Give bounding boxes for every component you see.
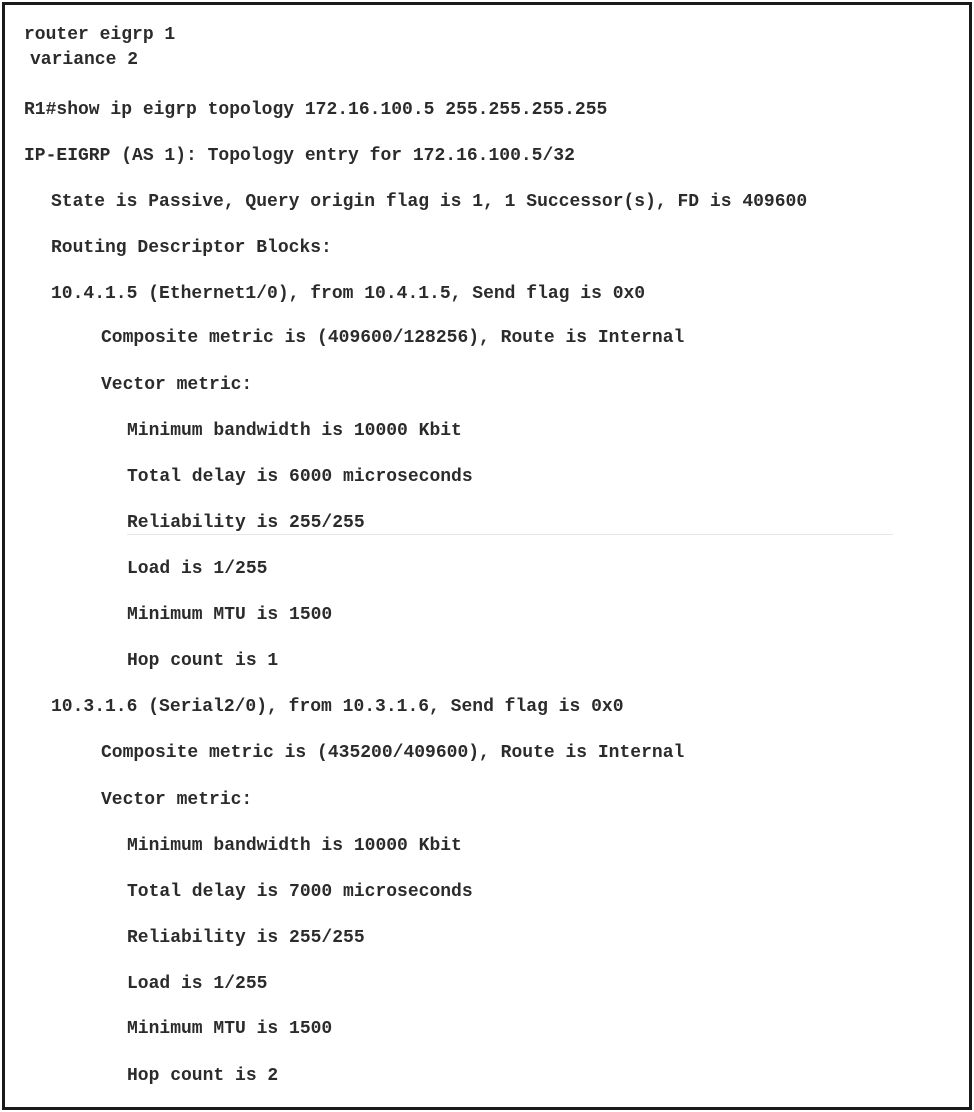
route-2-mtu: Minimum MTU is 1500 <box>127 1019 333 1039</box>
route-1-source: 10.4.1.5 (Ethernet1/0), from 10.4.1.5, Send flag is 0x0 <box>51 284 646 304</box>
route-2-reliability: Reliability is 255/255 <box>127 928 365 948</box>
route-2-hops: Hop count is 2 <box>127 1066 279 1086</box>
route-1-load: Load is 1/255 <box>127 559 268 579</box>
route-1-mtu: Minimum MTU is 1500 <box>127 605 333 625</box>
route-2-bandwidth: Minimum bandwidth is 10000 Kbit <box>127 836 462 856</box>
route-1-delay: Total delay is 6000 microseconds <box>127 467 473 487</box>
route-1-composite: Composite metric is (409600/128256), Route is Internal <box>101 328 685 348</box>
route-2-vector-label: Vector metric: <box>101 790 253 810</box>
route-2-delay: Total delay is 7000 microseconds <box>127 882 473 902</box>
route-1-hops: Hop count is 1 <box>127 651 279 671</box>
show-command-line: R1#show ip eigrp topology 172.16.100.5 255.255.255.255 <box>24 100 608 120</box>
route-1-bandwidth: Minimum bandwidth is 10000 Kbit <box>127 421 462 441</box>
divider <box>127 534 893 535</box>
route-2-source: 10.3.1.6 (Serial2/0), from 10.3.1.6, Send flag is 0x0 <box>51 697 624 717</box>
route-2-load: Load is 1/255 <box>127 974 268 994</box>
cli-output-frame <box>2 2 972 1110</box>
route-2-composite: Composite metric is (435200/409600), Route is Internal <box>101 743 685 763</box>
rdb-label: Routing Descriptor Blocks: <box>51 238 332 258</box>
config-line-router: router eigrp 1 <box>24 25 176 45</box>
topology-state: State is Passive, Query origin flag is 1, 1 Successor(s), FD is 409600 <box>51 192 808 212</box>
route-1-reliability: Reliability is 255/255 <box>127 513 365 533</box>
route-1-vector-label: Vector metric: <box>101 375 253 395</box>
config-line-variance: variance 2 <box>30 50 139 70</box>
topology-header: IP-EIGRP (AS 1): Topology entry for 172.16.100.5/32 <box>24 146 575 166</box>
